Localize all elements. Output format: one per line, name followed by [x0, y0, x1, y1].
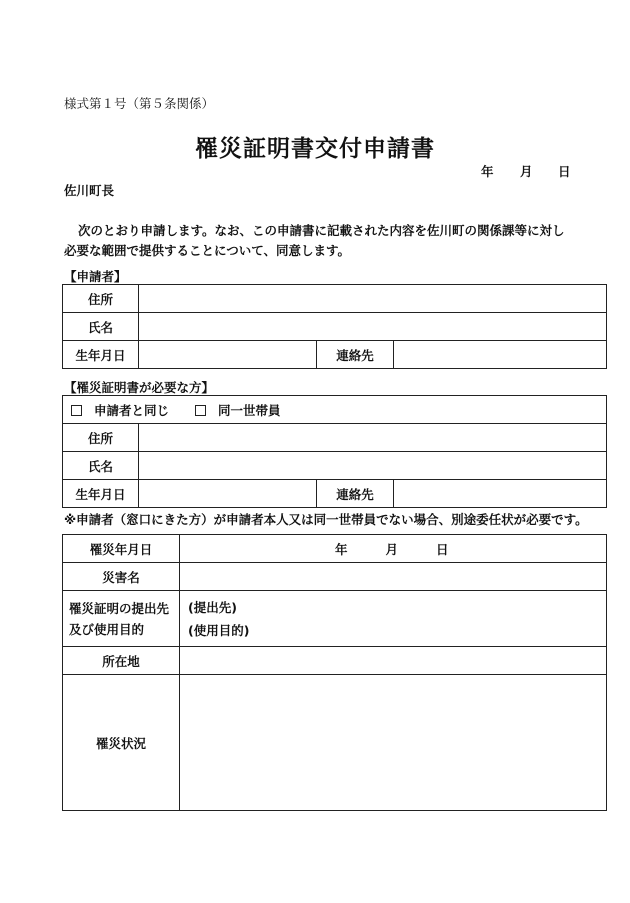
target-name-label: 氏名: [63, 452, 139, 480]
disaster-name-label: 災害名: [63, 563, 180, 591]
household-member-label: 同一世帯員: [218, 402, 281, 418]
target-name-field[interactable]: [139, 452, 607, 480]
same-as-applicant-checkbox[interactable]: [71, 405, 82, 416]
disaster-details-table: [62, 534, 607, 811]
applicant-contact-label: 連絡先: [317, 341, 394, 369]
household-member-checkbox[interactable]: [195, 405, 206, 416]
target-address-label: 住所: [63, 424, 139, 452]
purpose-field[interactable]: [180, 591, 607, 647]
applicant-address-label: 住所: [63, 285, 139, 313]
target-address-field[interactable]: [139, 424, 607, 452]
statement-line-1: 次のとおり申請します。なお、この申請書に記載された内容を佐川町の関係課等に対し: [78, 223, 565, 238]
proxy-note: ※申請者（窓口にきた方）が申請者本人又は同一世帯員でない場合、別途委任状が必要です。: [64, 512, 588, 527]
disaster-date-field[interactable]: [180, 535, 607, 563]
applicant-birth-label: 生年月日: [63, 341, 139, 369]
page-title: 罹災証明書交付申請書: [195, 136, 435, 162]
applicant-heading: 【申請者】: [64, 269, 127, 284]
damage-status-field[interactable]: [180, 675, 607, 811]
addressee: 佐川町長: [64, 183, 115, 198]
disaster-year-label: 年: [335, 541, 348, 557]
applicant-name-field[interactable]: [139, 313, 607, 341]
target-table: [62, 395, 607, 508]
purpose-label: [63, 591, 180, 647]
target-birth-field[interactable]: [139, 480, 317, 508]
form-number: 様式第１号（第５条関係）: [64, 96, 215, 111]
target-option-row: [63, 396, 607, 424]
damage-status-label: 罹災状況: [63, 675, 180, 811]
same-as-applicant-label: 申請者と同じ: [94, 402, 170, 418]
purpose-label-line-1: 罹災証明の提出先: [69, 600, 170, 616]
disaster-name-field[interactable]: [180, 563, 607, 591]
applicant-address-field[interactable]: [139, 285, 607, 313]
location-field[interactable]: [180, 647, 607, 675]
disaster-day-label: 日: [436, 541, 449, 557]
applicant-table: [62, 284, 607, 369]
usage-purpose-label: (使用目的): [188, 622, 250, 638]
location-label: 所在地: [63, 647, 180, 675]
disaster-month-label: 月: [385, 541, 399, 557]
date-month-label: 月: [520, 164, 533, 179]
applicant-birth-field[interactable]: [139, 341, 317, 369]
purpose-label-line-2: 及び使用目的: [69, 621, 145, 637]
disaster-date-label: 罹災年月日: [63, 535, 180, 563]
target-birth-label: 生年月日: [63, 480, 139, 508]
target-contact-label: 連絡先: [317, 480, 394, 508]
date-day-label: 日: [558, 164, 571, 179]
applicant-contact-field[interactable]: [394, 341, 607, 369]
target-heading: 【罹災証明書が必要な方】: [64, 380, 215, 395]
date-year-label: 年: [481, 164, 494, 179]
statement-line-2: 必要な範囲で提供することについて、同意します。: [64, 243, 351, 258]
submit-to-label: (提出先): [188, 599, 237, 615]
applicant-name-label: 氏名: [63, 313, 139, 341]
target-contact-field[interactable]: [394, 480, 607, 508]
